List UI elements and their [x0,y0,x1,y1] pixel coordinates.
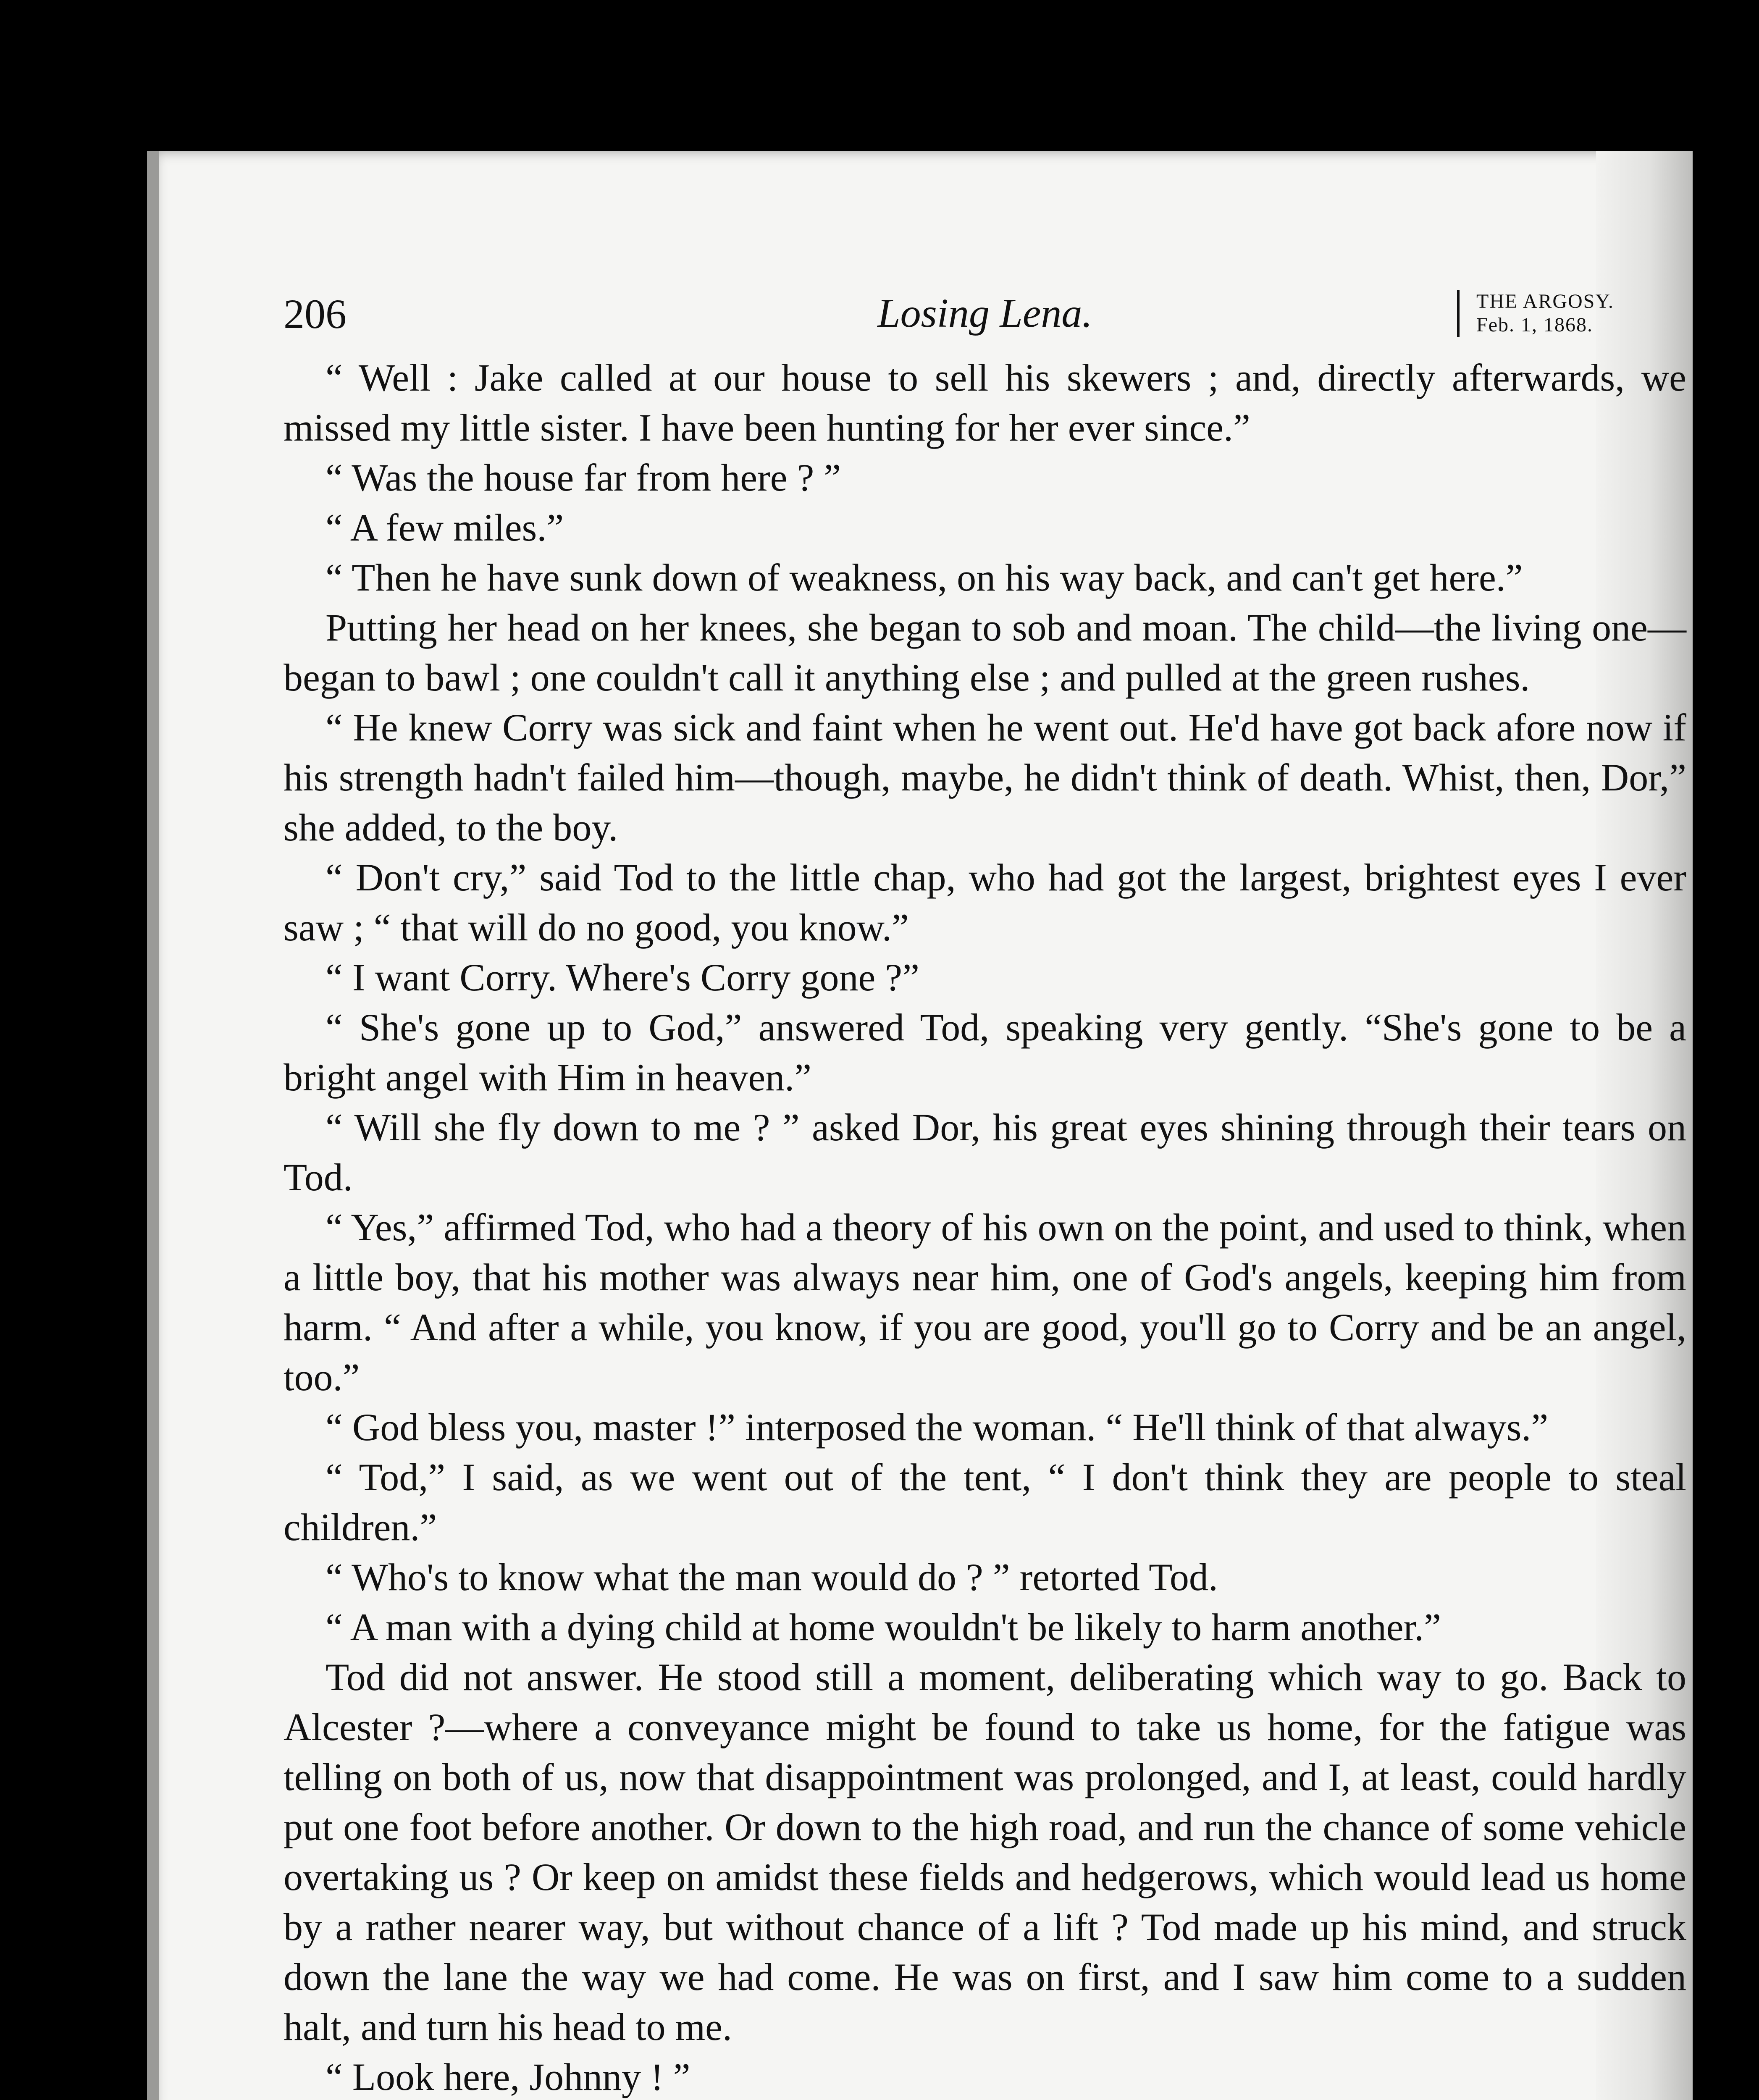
page-gutter-shadow [147,151,159,2100]
paragraph: Tod did not answer. He stood still a moment, deliberating which way to go. Back to Alcester ?—where a conveyance might be found to take us home, for the fatigue was telling on both of us, now that disappointment was prolonged, and I, at least, could hardly put one foot before another. Or down to the high road, and run the chance of some vehicle overtaking us ? Or keep on amidst these fields and hedgerows, which would lead us home by a rather nearer way, but without chance of a lift ? Tod made up his mind, and struck down the lane the way we had come. He was on first, and I saw him come to a sudden halt, and turn his head to me. [284,1656,1686,2048]
paragraph: “ Well : Jake called at our house to sell his skewers ; and, directly afterwards, we missed my little sister. I have been hunting for her ever since.” [284,356,1686,449]
paragraph: “ Tod,” I said, as we went out of the tent, “ I don't think they are people to steal children.” [284,1456,1686,1549]
paragraph: “ Don't cry,” said Tod to the little chap, who had got the largest, brightest eyes I ever saw ; “ that will do no good, you know.” [284,856,1686,949]
source-publication: THE ARGOSY. [1476,290,1614,312]
book-page [147,151,1693,2100]
paragraph: “ Then he have sunk down of weakness, on his way back, and can't get here.” [326,556,1523,599]
paragraph: “ She's gone up to God,” answered Tod, speaking very gently. “She's gone to be a bright angel with Him in heaven.” [284,1006,1686,1099]
page-content [284,290,1686,2100]
paragraph: “ A few miles.” [326,506,564,549]
paragraph: “ He knew Corry was sick and faint when he went out. He'd have got back afore now if his strength hadn't failed him—though, maybe, he didn't think of death. Whist, then, Dor,” she added, to the boy. [284,706,1686,849]
paragraph: “ God bless you, master !” interposed the woman. “ He'll think of that always.” [326,1406,1549,1449]
source-note [1457,290,1686,337]
paragraph: “ Look here, Johnny ! ” [326,2055,690,2098]
source-date: Feb. 1, 1868. [1476,314,1593,336]
paragraph: Putting her head on her knees, she began to sob and moan. The child—the living one—began to bawl ; one couldn't call it anything else ; and pulled at the green rushes. [284,606,1686,699]
page-number: 206 [284,291,347,337]
running-head [284,290,1686,353]
body-text [284,353,1686,2100]
running-title: Losing Lena. [877,291,1092,336]
paragraph: “ Was the house far from here ? ” [326,456,841,499]
paragraph: “ I want Corry. Where's Corry gone ?” [326,956,919,999]
paragraph: “ Yes,” affirmed Tod, who had a theory of his own on the point, and used to think, when a little boy, that his mother was always near him, one of God's angels, keeping him from harm. “ And after a while, you know, if you are good, you'll go to Corry and be an angel, too.” [284,1206,1686,1399]
paragraph: “ A man with a dying child at home wouldn't be likely to harm another.” [326,1606,1441,1648]
paragraph: “ Will she fly down to me ? ” asked Dor, his great eyes shining through their tears on Tod. [284,1106,1686,1199]
paragraph: “ Who's to know what the man would do ? ” retorted Tod. [326,1556,1218,1599]
